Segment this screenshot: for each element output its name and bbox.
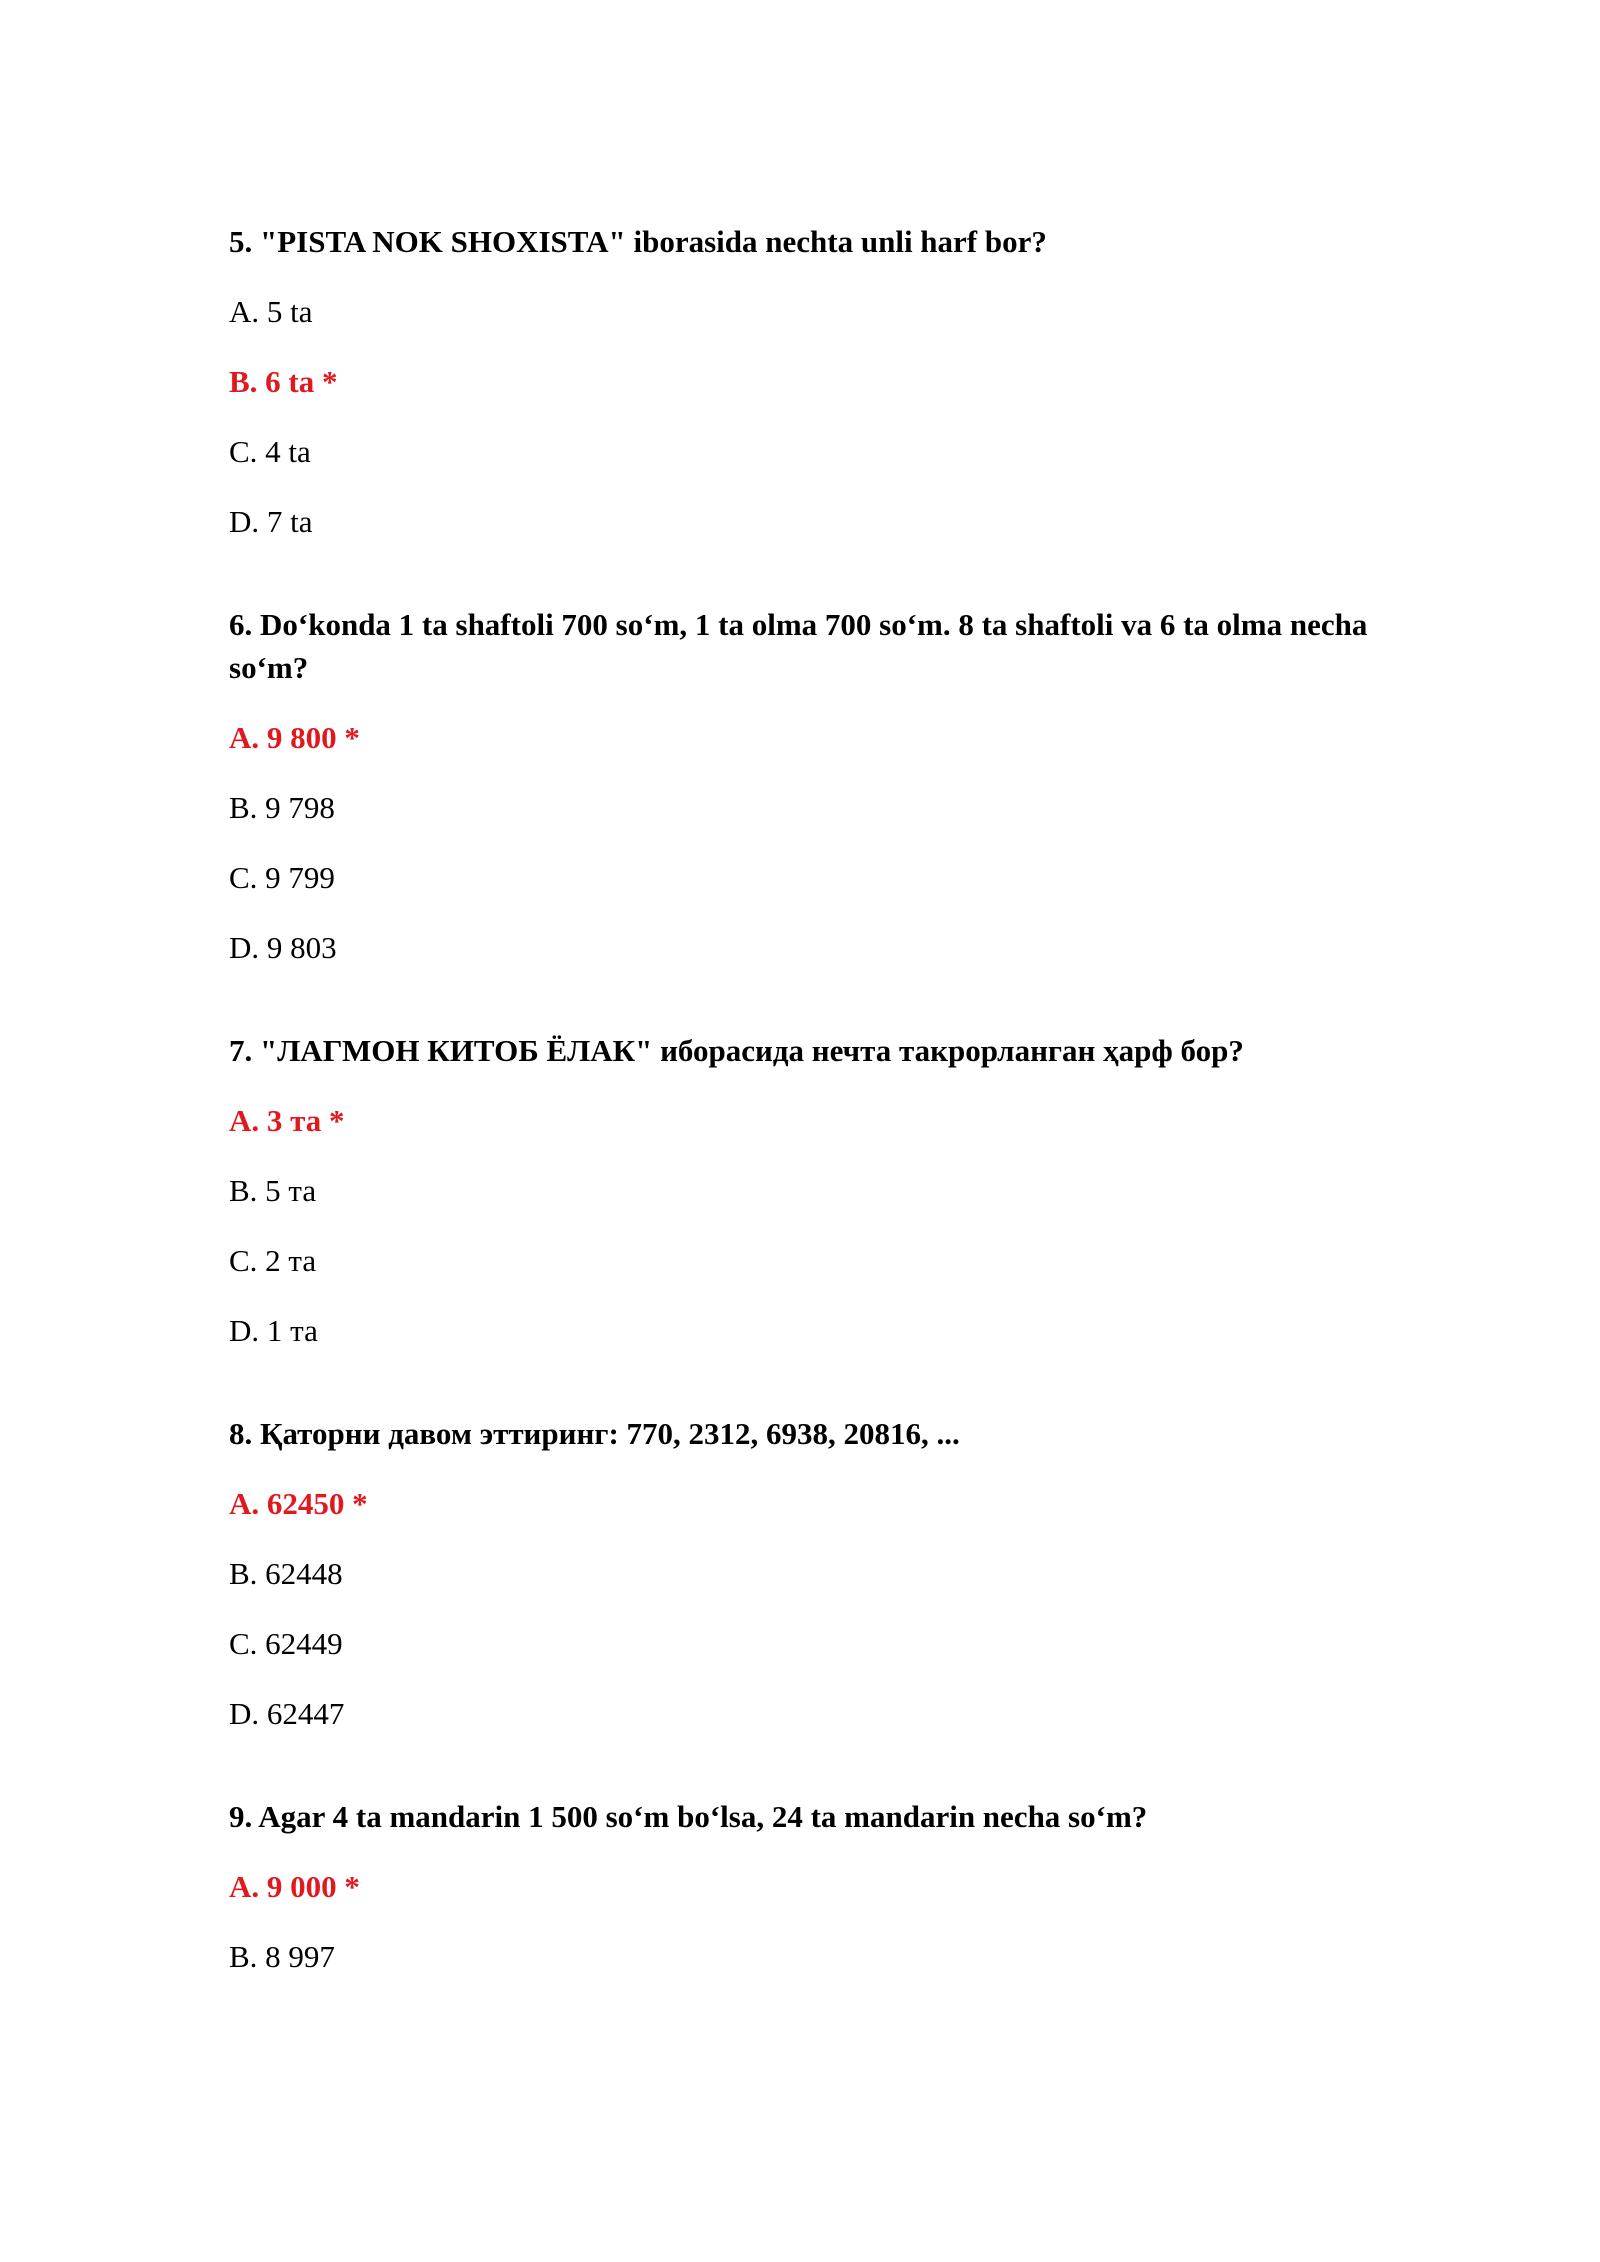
- answer-option: B. 5 та: [229, 1173, 317, 1208]
- question-text: 8. Қаторни давом эттиринг: 770, 2312, 6938, 20816, ...: [229, 1416, 960, 1451]
- answer-option: B. 9 798: [229, 790, 335, 825]
- question-text: 5. "PISTA NOK SHOXISTA" iborasida nechta unli harf bor?: [229, 224, 1047, 259]
- answer-option: B. 62448: [229, 1556, 343, 1591]
- answer-option: C. 4 ta: [229, 434, 311, 469]
- answer-option: C. 2 та: [229, 1243, 317, 1278]
- question-7: [229, 1029, 1419, 1352]
- question-text: 6. Do‘konda 1 ta shaftoli 700 so‘m, 1 ta olma 700 so‘m. 8 ta shaftoli va 6 ta olma necha so‘m?: [229, 607, 1368, 685]
- question-5: [229, 220, 1419, 543]
- question-text: 9. Agar 4 ta mandarin 1 500 so‘m bo‘lsa, 24 ta mandarin necha so‘m?: [229, 1799, 1148, 1834]
- answer-option: D. 7 ta: [229, 504, 313, 539]
- question-text: 7. "ЛАГМОН КИТОБ ЁЛАК" иборасида нечта такрорланган ҳарф бор?: [229, 1033, 1244, 1068]
- answer-option: C. 9 799: [229, 860, 335, 895]
- answer-option: D. 9 803: [229, 930, 337, 965]
- answer-option: D. 1 та: [229, 1313, 318, 1348]
- answer-option: A. 5 ta: [229, 294, 313, 329]
- correct-answer-option: A. 62450 *: [229, 1486, 368, 1521]
- question-list: [229, 220, 1419, 2038]
- correct-answer-option: A. 9 000 *: [229, 1869, 360, 1904]
- question-6: [229, 603, 1419, 969]
- correct-answer-option: A. 9 800 *: [229, 720, 360, 755]
- question-8: [229, 1412, 1419, 1735]
- correct-answer-option: B. 6 ta *: [229, 364, 338, 399]
- correct-answer-option: A. 3 та *: [229, 1103, 345, 1138]
- question-9: [229, 1795, 1419, 1978]
- answer-option: D. 62447: [229, 1696, 345, 1731]
- answer-option: C. 62449: [229, 1626, 343, 1661]
- answer-option: B. 8 997: [229, 1939, 335, 1974]
